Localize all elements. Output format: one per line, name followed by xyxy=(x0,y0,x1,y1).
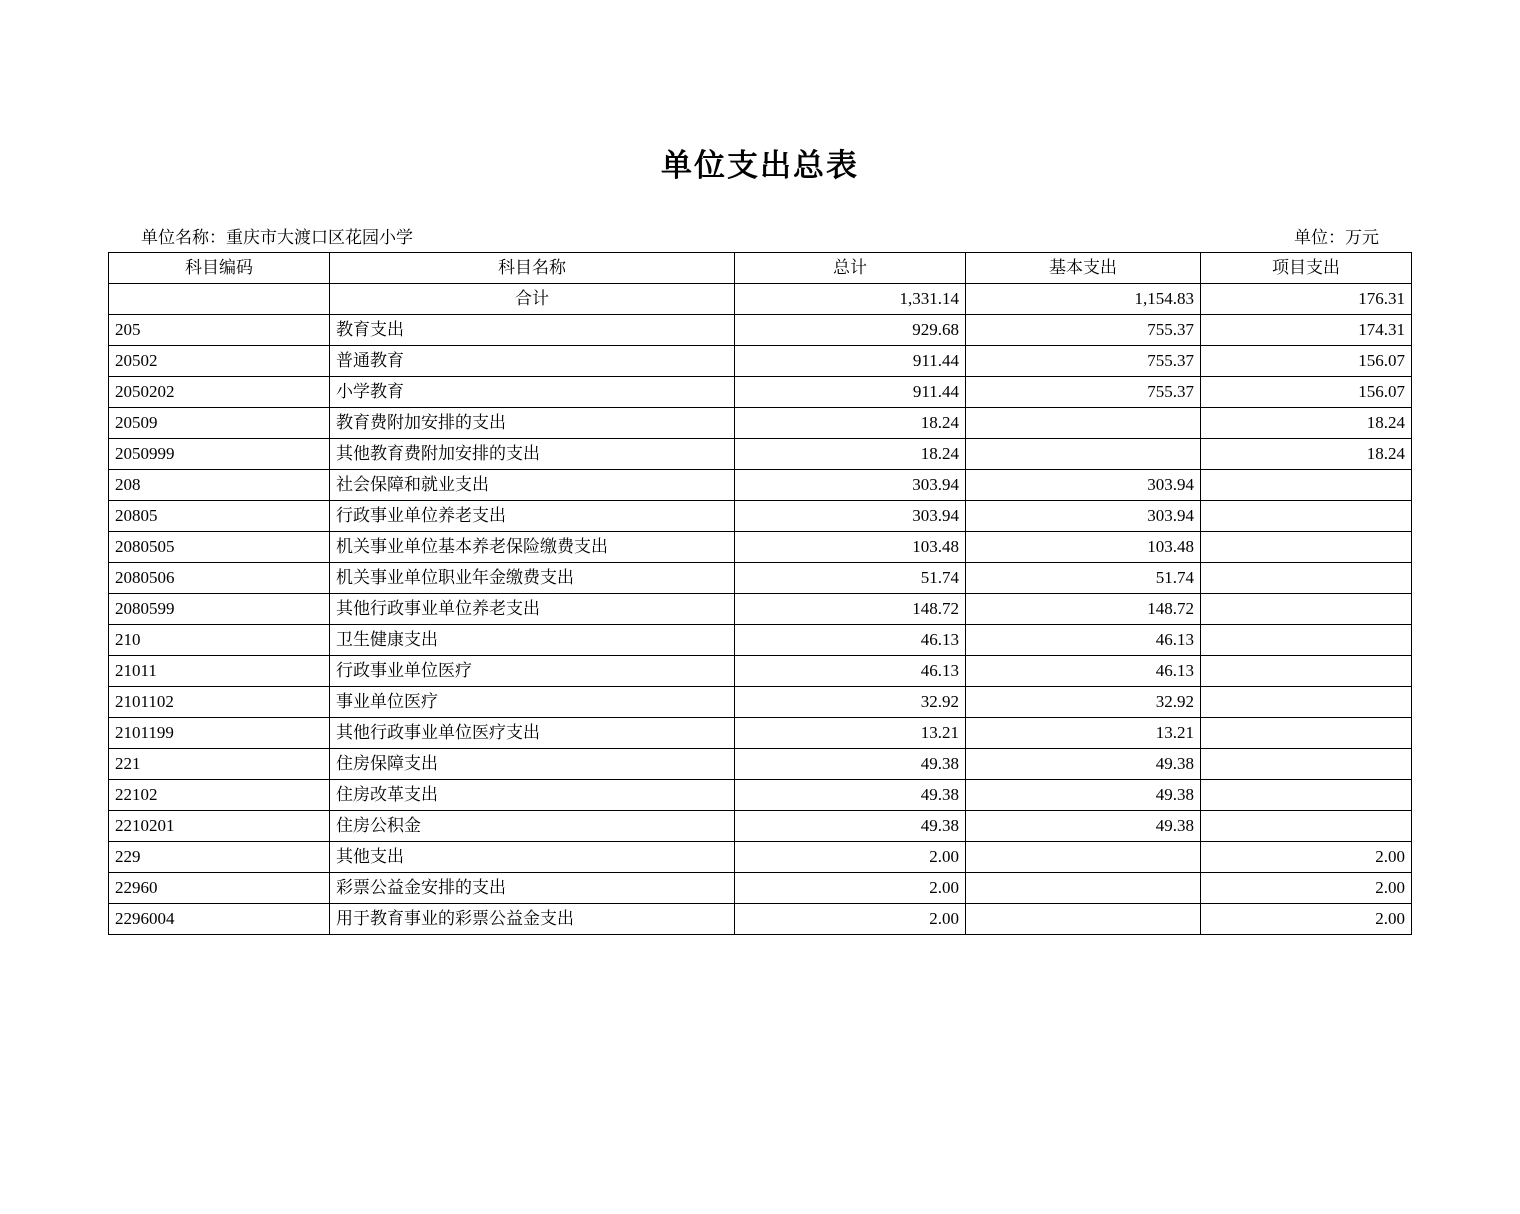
cell-basic xyxy=(966,408,1201,439)
cell-name: 其他支出 xyxy=(330,842,735,873)
cell-total: 2.00 xyxy=(735,904,966,935)
cell-basic xyxy=(966,904,1201,935)
cell-name: 机关事业单位职业年金缴费支出 xyxy=(330,563,735,594)
cell-name: 住房改革支出 xyxy=(330,780,735,811)
cell-basic: 13.21 xyxy=(966,718,1201,749)
cell-total: 303.94 xyxy=(735,501,966,532)
table-row xyxy=(109,408,1412,439)
cell-code: 22102 xyxy=(109,780,330,811)
cell-basic: 148.72 xyxy=(966,594,1201,625)
cell-total: 13.21 xyxy=(735,718,966,749)
cell-total: 49.38 xyxy=(735,811,966,842)
cell-total: 32.92 xyxy=(735,687,966,718)
cell-total: 49.38 xyxy=(735,749,966,780)
table-row xyxy=(109,780,1412,811)
cell-code: 22960 xyxy=(109,873,330,904)
cell-code: 21011 xyxy=(109,656,330,687)
cell-project xyxy=(1201,718,1412,749)
table-row xyxy=(109,439,1412,470)
cell-code: 2050999 xyxy=(109,439,330,470)
table-body xyxy=(109,284,1412,935)
cell-total: 911.44 xyxy=(735,346,966,377)
cell-project: 18.24 xyxy=(1201,439,1412,470)
cell-code: 20509 xyxy=(109,408,330,439)
cell-project: 2.00 xyxy=(1201,842,1412,873)
cell-name: 行政事业单位医疗 xyxy=(330,656,735,687)
cell-name: 小学教育 xyxy=(330,377,735,408)
cell-project xyxy=(1201,656,1412,687)
cell-total: 303.94 xyxy=(735,470,966,501)
cell-code: 2101199 xyxy=(109,718,330,749)
cell-name: 其他行政事业单位养老支出 xyxy=(330,594,735,625)
cell-basic: 49.38 xyxy=(966,780,1201,811)
cell-name: 其他行政事业单位医疗支出 xyxy=(330,718,735,749)
cell-code: 205 xyxy=(109,315,330,346)
table-row xyxy=(109,625,1412,656)
cell-code xyxy=(109,284,330,315)
cell-name: 普通教育 xyxy=(330,346,735,377)
header-code: 科目编码 xyxy=(109,253,330,284)
header-basic: 基本支出 xyxy=(966,253,1201,284)
cell-name: 卫生健康支出 xyxy=(330,625,735,656)
cell-basic: 303.94 xyxy=(966,501,1201,532)
cell-project: 18.24 xyxy=(1201,408,1412,439)
cell-name: 机关事业单位基本养老保险缴费支出 xyxy=(330,532,735,563)
table-row xyxy=(109,904,1412,935)
table-row xyxy=(109,470,1412,501)
table-row xyxy=(109,284,1412,315)
cell-basic: 49.38 xyxy=(966,749,1201,780)
header-project: 项目支出 xyxy=(1201,253,1412,284)
cell-total: 1,331.14 xyxy=(735,284,966,315)
cell-code: 2296004 xyxy=(109,904,330,935)
cell-project: 156.07 xyxy=(1201,377,1412,408)
table-row xyxy=(109,594,1412,625)
cell-project xyxy=(1201,532,1412,563)
document-page xyxy=(0,140,1520,1214)
cell-project xyxy=(1201,687,1412,718)
table-row xyxy=(109,315,1412,346)
cell-name: 住房保障支出 xyxy=(330,749,735,780)
cell-project: 2.00 xyxy=(1201,904,1412,935)
cell-name: 事业单位医疗 xyxy=(330,687,735,718)
cell-code: 210 xyxy=(109,625,330,656)
page-title: 单位支出总表 xyxy=(661,148,859,184)
cell-basic xyxy=(966,873,1201,904)
cell-basic: 755.37 xyxy=(966,315,1201,346)
cell-code: 20502 xyxy=(109,346,330,377)
cell-basic: 755.37 xyxy=(966,377,1201,408)
cell-total: 46.13 xyxy=(735,625,966,656)
table-row xyxy=(109,811,1412,842)
cell-total: 46.13 xyxy=(735,656,966,687)
cell-project xyxy=(1201,470,1412,501)
cell-code: 229 xyxy=(109,842,330,873)
cell-total: 51.74 xyxy=(735,563,966,594)
cell-name: 住房公积金 xyxy=(330,811,735,842)
table-row xyxy=(109,749,1412,780)
table-header xyxy=(109,253,1412,284)
cell-code: 2080505 xyxy=(109,532,330,563)
cell-basic: 755.37 xyxy=(966,346,1201,377)
table-row xyxy=(109,501,1412,532)
table-row xyxy=(109,687,1412,718)
cell-total: 2.00 xyxy=(735,873,966,904)
cell-total: 929.68 xyxy=(735,315,966,346)
cell-project xyxy=(1201,749,1412,780)
cell-basic xyxy=(966,842,1201,873)
cell-code: 2101102 xyxy=(109,687,330,718)
cell-code: 2080506 xyxy=(109,563,330,594)
table-row xyxy=(109,532,1412,563)
cell-project xyxy=(1201,780,1412,811)
unit-name-label: 单位名称：重庆市大渡口区花园小学 xyxy=(141,228,413,247)
cell-total: 49.38 xyxy=(735,780,966,811)
cell-project xyxy=(1201,594,1412,625)
cell-code: 2050202 xyxy=(109,377,330,408)
header-name: 科目名称 xyxy=(330,253,735,284)
cell-project xyxy=(1201,811,1412,842)
table-row xyxy=(109,656,1412,687)
cell-code: 2210201 xyxy=(109,811,330,842)
cell-name: 教育支出 xyxy=(330,315,735,346)
cell-project: 174.31 xyxy=(1201,315,1412,346)
cell-project: 2.00 xyxy=(1201,873,1412,904)
cell-name: 彩票公益金安排的支出 xyxy=(330,873,735,904)
cell-name: 用于教育事业的彩票公益金支出 xyxy=(330,904,735,935)
cell-total: 103.48 xyxy=(735,532,966,563)
table-row xyxy=(109,346,1412,377)
expenditure-table xyxy=(108,252,1412,935)
cell-code: 2080599 xyxy=(109,594,330,625)
cell-name: 教育费附加安排的支出 xyxy=(330,408,735,439)
table-header-row xyxy=(109,253,1412,284)
cell-name: 行政事业单位养老支出 xyxy=(330,501,735,532)
table-row xyxy=(109,873,1412,904)
cell-project xyxy=(1201,563,1412,594)
cell-basic: 1,154.83 xyxy=(966,284,1201,315)
table-row xyxy=(109,718,1412,749)
cell-name: 合计 xyxy=(330,284,735,315)
cell-code: 20805 xyxy=(109,501,330,532)
cell-basic: 32.92 xyxy=(966,687,1201,718)
cell-basic: 46.13 xyxy=(966,625,1201,656)
header-total: 总计 xyxy=(735,253,966,284)
cell-name: 其他教育费附加安排的支出 xyxy=(330,439,735,470)
cell-code: 221 xyxy=(109,749,330,780)
cell-name: 社会保障和就业支出 xyxy=(330,470,735,501)
cell-project: 156.07 xyxy=(1201,346,1412,377)
table-row xyxy=(109,563,1412,594)
cell-basic: 103.48 xyxy=(966,532,1201,563)
cell-basic: 49.38 xyxy=(966,811,1201,842)
cell-project: 176.31 xyxy=(1201,284,1412,315)
cell-basic xyxy=(966,439,1201,470)
cell-total: 911.44 xyxy=(735,377,966,408)
cell-basic: 303.94 xyxy=(966,470,1201,501)
table-row xyxy=(109,377,1412,408)
cell-project xyxy=(1201,625,1412,656)
cell-basic: 46.13 xyxy=(966,656,1201,687)
table-row xyxy=(109,842,1412,873)
table-meta xyxy=(141,223,1379,248)
cell-total: 18.24 xyxy=(735,408,966,439)
currency-unit-label: 单位：万元 xyxy=(1294,228,1379,247)
cell-code: 208 xyxy=(109,470,330,501)
cell-project xyxy=(1201,501,1412,532)
cell-total: 148.72 xyxy=(735,594,966,625)
cell-basic: 51.74 xyxy=(966,563,1201,594)
cell-total: 2.00 xyxy=(735,842,966,873)
cell-total: 18.24 xyxy=(735,439,966,470)
